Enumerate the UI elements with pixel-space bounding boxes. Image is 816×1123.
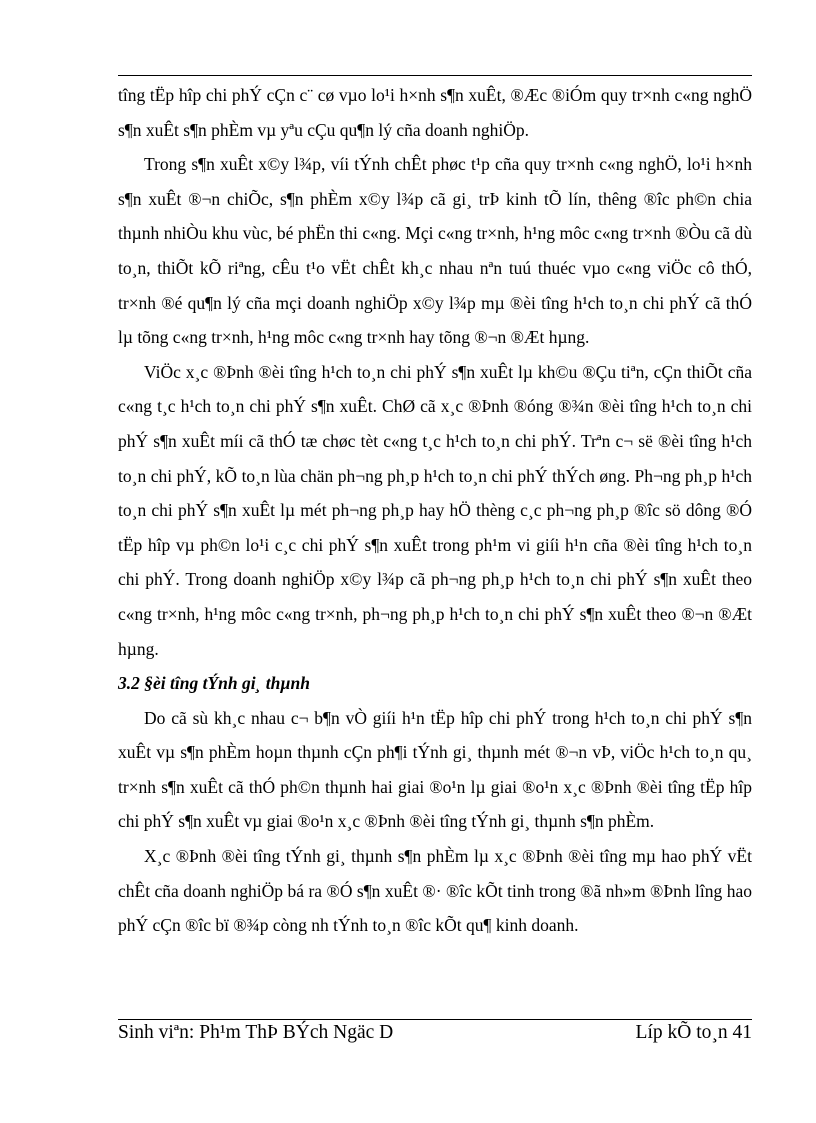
header-rule	[118, 75, 752, 76]
footer-author: Sinh viªn: Ph¹m ThÞ BÝch Ngäc D	[118, 1022, 394, 1043]
paragraph-3: ViÖc x¸c ®Þnh ®èi tîng h¹ch to¸n chi phÝ s¶n xuÊt lµ kh©u ®Çu tiªn, cÇn thiÕt cña c«ng t¸c h¹ch to¸n chi phÝ s¶n xuÊt. ChØ cã x¸c ®Þnh ®óng ®¾n ®èi tîng h¹ch to¸n chi phÝ s¶n xuÊt míi cã thÓ tæ chøc tèt c«ng t¸c h¹ch to¸n chi phÝ. Trªn c¬ së ®èi tîng h¹ch to¸n chi phÝ, kÕ to¸n lùa chän ph¬ng ph¸p h¹ch to¸n chi phÝ thÝch øng. Ph¬ng ph¸p h¹ch to¸n chi phÝ s¶n xuÊt lµ mét ph¬ng ph¸p hay hÖ thèng c¸c ph¬ng ph¸p ®îc sö dông ®Ó tËp hîp vµ ph©n lo¹i c¸c chi phÝ s¶n xuÊt trong ph¹m vi giíi h¹n cña ®èi tîng h¹ch to¸n chi phÝ. Trong doanh nghiÖp x©y l¾p cã ph¬ng ph¸p h¹ch to¸n chi phÝ s¶n xuÊt theo c«ng tr×nh, h¹ng môc c«ng tr×nh, ph¬ng ph¸p h¹ch to¸n chi phÝ s¶n xuÊt theo ®¬n ®Æt hµng.	[118, 361, 752, 659]
footer-class: Líp kÕ to¸n 41	[635, 1022, 752, 1043]
page-body	[118, 78, 752, 943]
paragraph-2: Trong s¶n xuÊt x©y l¾p, víi tÝnh chÊt phøc t¹p cña quy tr×nh c«ng nghÖ, lo¹i h×nh s¶n xuÊt ®¬n chiÕc, s¶n phÈm x©y l¾p cã gi¸ trÞ kinh tÕ lín, thêng ®îc ph©n chia thµnh nhiÒu khu vùc, bé phËn thi c«ng. Mçi c«ng tr×nh, h¹ng môc c«ng tr×nh ®Òu cã dù to¸n, thiÕt kÕ riªng, cÊu t¹o vËt chÊt kh¸c nhau nªn tuú thuéc vµo c«ng viÖc cô thÓ, tr×nh ®é qu¶n lý cña mçi doanh nghiÖp x©y l¾p mµ ®èi tîng h¹ch to¸n chi phÝ cã thÓ lµ tõng c«ng tr×nh, h¹ng môc c«ng tr×nh hay tõng ®¬n ®Æt hµng.	[118, 154, 752, 348]
paragraph-1: tîng tËp hîp chi phÝ cÇn c¨ cø vµo lo¹i h×nh s¶n xuÊt, ®Æc ®iÓm quy tr×nh c«ng nghÖ s¶n xuÊt s¶n phÈm vµ yªu cÇu qu¶n lý cña doanh nghiÖp.	[118, 85, 752, 140]
paragraph-4: Do cã sù kh¸c nhau c¬ b¶n vÒ giíi h¹n tËp hîp chi phÝ trong h¹ch to¸n chi phÝ s¶n xuÊt vµ s¶n phÈm hoµn thµnh cÇn ph¶i tÝnh gi¸ thµnh mét ®¬n vÞ, viÖc h¹ch to¸n qu¸ tr×nh s¶n xuÊt cã thÓ ph©n thµnh hai giai ®o¹n lµ giai ®o¹n x¸c ®Þnh ®èi tîng tËp hîp chi phÝ s¶n xuÊt vµ giai ®o¹n x¸c ®Þnh ®èi tîng tÝnh gi¸ thµnh s¶n phÈm.	[118, 707, 752, 832]
paragraph-5: X¸c ®Þnh ®èi tîng tÝnh gi¸ thµnh s¶n phÈm lµ x¸c ®Þnh ®èi tîng mµ hao phÝ vËt chÊt cña doanh nghiÖp bá ra ®Ó s¶n xuÊt ®· ®îc kÕt tinh trong ®ã nh»m ®Þnh lîng hao phÝ cÇn ®îc bï ®¾p còng nh tÝnh to¸n ®îc kÕt qu¶ kinh doanh.	[118, 846, 752, 936]
section-heading: 3.2 §èi tîng tÝnh gi¸ thµnh	[118, 673, 310, 694]
footer-rule	[118, 1019, 752, 1020]
